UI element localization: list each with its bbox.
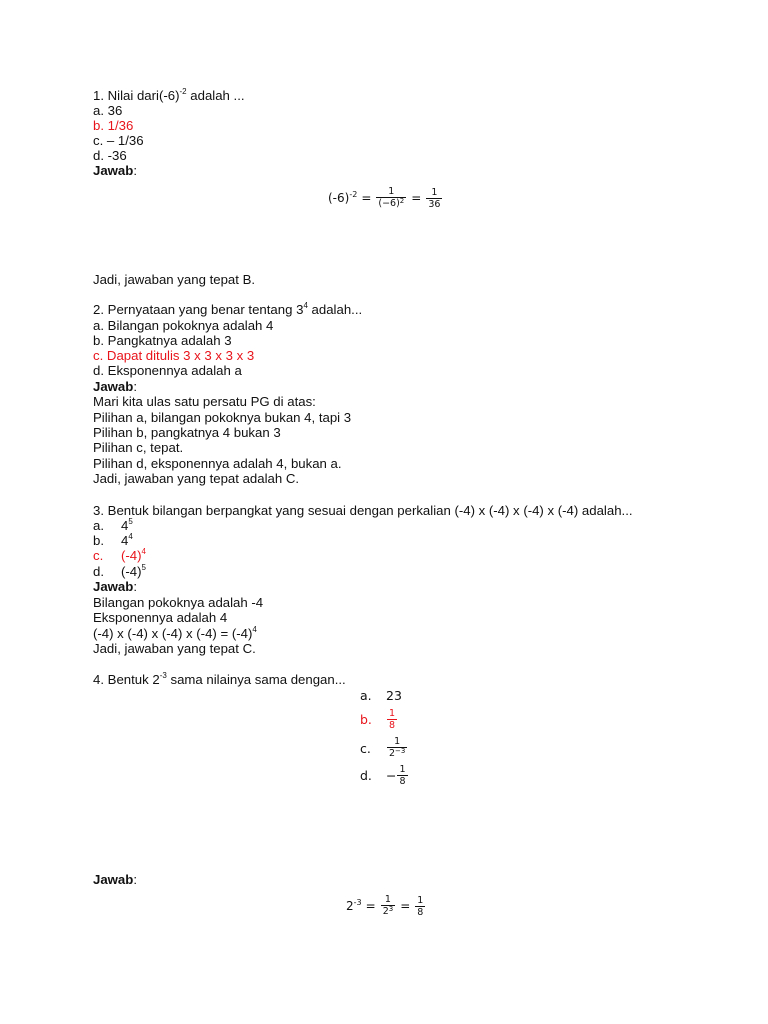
q3-option-d: d. $(-4)^5$ [93,563,146,579]
q1-jawab-label: Jawab: [93,163,137,178]
q2-explanation-line: Pilihan a, bilangan pokoknya bukan 4, tapi 3 [93,410,352,425]
q4-option-a: a. 23 [360,688,402,703]
q3-option-c: c. $(-4)^4$ [93,547,146,563]
q4-jawab-label: Jawab: [93,872,137,887]
q2-option-c: c. Dapat ditulis 3 x 3 x 3 x 3 [93,348,255,363]
q2-option-a: a. Bilangan pokoknya adalah 4 [93,318,274,333]
q1-option-d: d. -36 [93,148,127,163]
q2-explanation-line: Pilihan d, eksponennya adalah 4, bukan a. [93,456,342,471]
q1-conclusion: Jadi, jawaban yang tepat B. [93,272,256,287]
q3-option-b: b. $4^4$ [93,532,133,548]
q4-option-d: d. − $\frac{1}{8}$ [360,764,406,787]
q4-formula: $2^{-3}$ = $\frac{1}{2^3}$ = $\frac{1}{8}$ [346,894,424,918]
q3-jawab-label: Jawab: [93,579,137,594]
q3-product-line: (-4) x (-4) x (-4) x $(-4) = (-4)^4$ [93,625,257,641]
q1-option-c: c. – 1/36 [93,133,144,148]
q3-option-a: a. $4^5$ [93,517,133,533]
q4-option-c: c. $\frac{1}{2^{-3}}$ [360,736,406,759]
q2-conclusion: Jadi, jawaban yang tepat adalah C. [93,471,300,486]
q4-question: 4. Bentuk $2^{-3}$ sama nilainya sama dengan... [93,671,346,687]
q2-jawab-label: Jawab: [93,379,137,394]
q2-option-b: b. Pangkatnya adalah 3 [93,333,232,348]
q2-explanation-line: Mari kita ulas satu persatu PG di atas: [93,394,316,409]
q1-formula: $(-6)^{-2}$ = $\frac{1}{(-6)^2}$ = $\frac{1}{36}$ [328,186,441,210]
q2-option-d: d. Eksponennya adalah a [93,363,242,378]
q1-question: 1. Nilai $dari(-6)^{-2}$ adalah ... [93,87,245,103]
q1-option-b: b. 1/36 [93,118,134,133]
q3-explanation-line: Eksponennya adalah 4 [93,610,228,625]
q2-explanation-line: Pilihan b, pangkatnya 4 bukan 3 [93,425,281,440]
q3-question: 3. Bentuk bilangan berpangkat yang sesuai dengan perkalian (-4) x (-4) x (-4) x (-4) adalah... [93,503,633,518]
q3-conclusion: Jadi, jawaban yang tepat C. [93,641,256,656]
q1-option-a: a. 36 [93,103,123,118]
q4-option-b: b. $\frac{1}{8}$ [360,708,396,731]
q3-explanation-line: Bilangan pokoknya adalah -4 [93,595,264,610]
q2-question: 2. Pernyataan yang benar tentang $3^4$ adalah... [93,301,363,317]
q2-explanation-line: Pilihan c, tepat. [93,440,184,455]
